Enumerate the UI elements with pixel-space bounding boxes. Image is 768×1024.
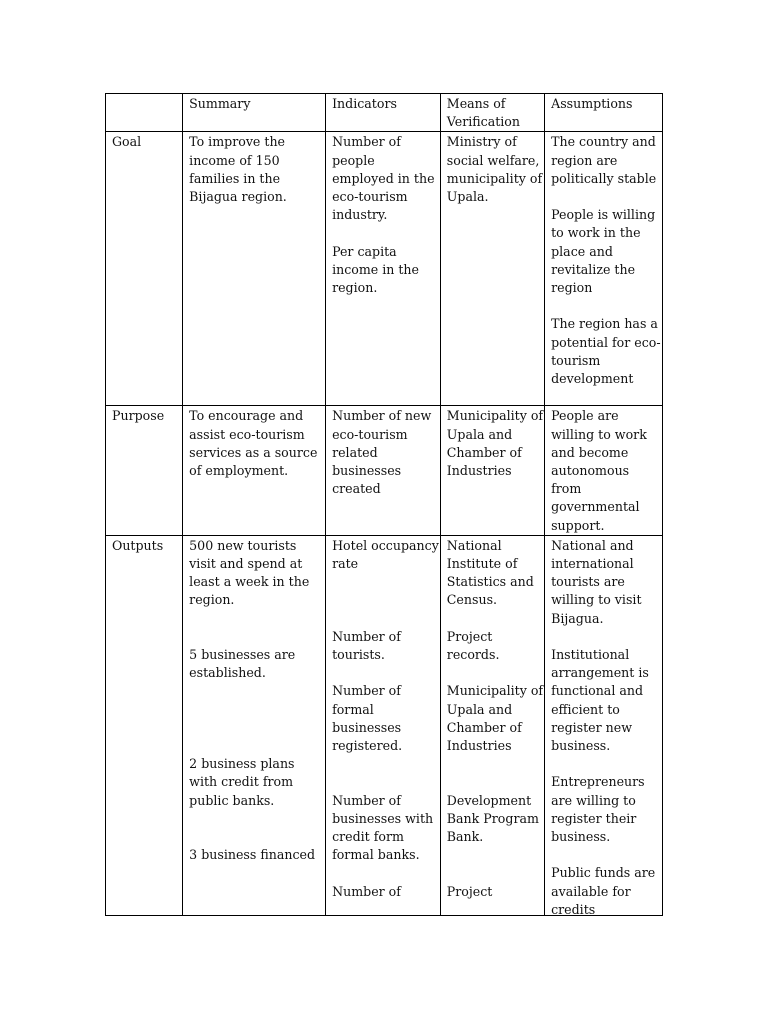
- header-label-cell: [106, 94, 183, 132]
- goal-means-text: Ministry of social welfare, municipality of Upala.: [446, 134, 543, 205]
- goal-indicator-2: Per capita income in the region.: [332, 243, 420, 296]
- outputs-means-3: Municipality of Upala and Chamber of Industries: [446, 683, 544, 754]
- outputs-summary-cell: [183, 535, 326, 916]
- goal-label-cell: Goal: [106, 132, 183, 406]
- outputs-means-4: Development Bank Program Bank.: [446, 792, 539, 845]
- outputs-summary-4: 3 business financed: [189, 847, 316, 863]
- outputs-label-cell: Outputs: [106, 535, 183, 916]
- outputs-summary-3: 2 business plans with credit from public banks.: [189, 756, 295, 808]
- outputs-indicator-2: Number of tourists.: [332, 628, 401, 663]
- outputs-indicator-4: Number of businesses with credit form formal banks.: [332, 792, 434, 863]
- header-row: [106, 94, 663, 132]
- goal-assumption-3: The region has a potential for eco-tourism development: [551, 316, 661, 387]
- outputs-indicators-cell: [326, 535, 441, 916]
- outputs-means-2: Project records.: [446, 628, 500, 663]
- logframe-table: [105, 93, 663, 916]
- outputs-assumption-4: Public funds are available for credits: [551, 865, 656, 916]
- outputs-indicator-3: Number of formal businesses registered.: [332, 683, 403, 754]
- document-page: [105, 93, 663, 916]
- outputs-means-1: National Institute of Statistics and Census.: [446, 537, 534, 608]
- goal-indicator-1: Number of people employed in the eco-tourism industry.: [332, 134, 435, 223]
- goal-assumptions-cell: [545, 132, 663, 406]
- outputs-assumption-1: National and international tourists are willing to visit Bijagua.: [551, 537, 642, 626]
- goal-row: [106, 132, 663, 406]
- header-summary-cell: Summary: [183, 94, 326, 132]
- outputs-assumptions-cell: [545, 535, 663, 916]
- outputs-assumption-2: Institutional arrangement is functional and efficient to register new business.: [551, 647, 649, 754]
- outputs-summary-2: 5 businesses are established.: [189, 647, 296, 681]
- header-indicators-cell: Indicators: [326, 94, 441, 132]
- goal-indicators-cell: [326, 132, 441, 406]
- outputs-means-cell: [440, 535, 544, 916]
- goal-means-cell: [440, 132, 544, 406]
- outputs-indicator-5: Number of: [332, 883, 401, 899]
- purpose-row: [106, 406, 663, 535]
- outputs-row: [106, 535, 663, 916]
- purpose-label-cell: Purpose: [106, 406, 183, 535]
- goal-summary-cell: [183, 132, 326, 406]
- header-assumptions-cell: Assumptions: [545, 94, 663, 132]
- purpose-means-cell: Municipality of Upala and Chamber of Industries: [440, 406, 544, 535]
- purpose-summary-cell: To encourage and assist eco-tourism services as a source of employment.: [183, 406, 326, 535]
- purpose-indicators-cell: Number of new eco-tourism related businesses created: [326, 406, 441, 535]
- goal-summary-text: To improve the income of 150 families in the Bijagua region.: [189, 134, 287, 205]
- outputs-assumption-3: Entrepreneurs are willing to register their business.: [551, 774, 645, 845]
- goal-assumption-2: People is willing to work in the place and revitalize the region: [551, 207, 656, 296]
- outputs-summary-1: 500 new tourists visit and spend at least a week in the region.: [189, 537, 310, 608]
- outputs-means-5: Project: [446, 883, 493, 899]
- purpose-assumptions-cell: People are willing to work and become autonomous from governmental support.: [545, 406, 663, 535]
- goal-assumption-1: The country and region are politically stable: [551, 134, 657, 186]
- header-means-cell: Means of Verification: [440, 94, 544, 132]
- outputs-indicator-1: Hotel occupancy rate: [332, 537, 439, 572]
